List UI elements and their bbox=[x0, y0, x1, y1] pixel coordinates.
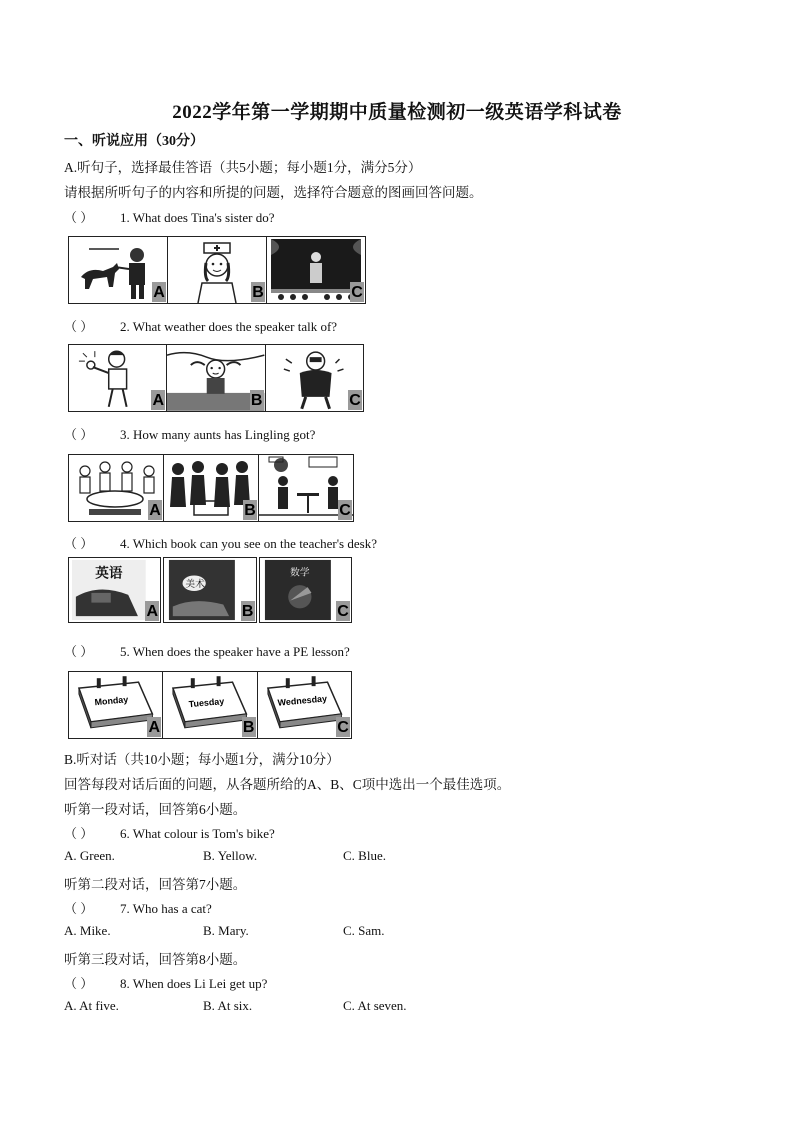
picture-option-b[interactable] bbox=[168, 237, 267, 303]
question-text: 8. When does Li Lei get up? bbox=[120, 976, 268, 991]
question-2 bbox=[64, 316, 337, 335]
dialogue-intro-8: 听第三段对话，回答第8小题。 bbox=[64, 952, 247, 967]
answer-blank[interactable]: （ ） bbox=[64, 319, 94, 334]
option-letter: B bbox=[241, 603, 254, 620]
answer-blank[interactable]: （ ） bbox=[64, 427, 94, 442]
book-title-math: 数学 bbox=[289, 567, 310, 579]
option-b[interactable]: B. Yellow. bbox=[203, 848, 258, 863]
book-title-english: 英语 bbox=[95, 565, 123, 581]
question-text: 7. Who has a cat? bbox=[120, 901, 212, 916]
option-b[interactable]: B. Mary. bbox=[203, 923, 249, 938]
option-letter: A bbox=[146, 603, 159, 620]
picture-option-b[interactable] bbox=[167, 345, 265, 411]
picture-option-b[interactable] bbox=[163, 557, 256, 623]
option-letter: B bbox=[250, 392, 263, 409]
option-letter: C bbox=[349, 392, 361, 409]
option-c[interactable]: C. Sam. bbox=[343, 923, 385, 938]
part-a-heading: A.听句子，选择最佳答语（共5小题；每小题1分，满分5分） bbox=[64, 160, 422, 175]
question-text: 4. Which book can you see on the teacher's desk? bbox=[120, 536, 377, 551]
option-b[interactable]: B. At six. bbox=[203, 998, 253, 1013]
option-letter: C bbox=[337, 719, 349, 736]
picture-strip-4 bbox=[68, 557, 352, 623]
option-letter: C bbox=[337, 603, 349, 620]
option-a[interactable]: A. Green. bbox=[64, 848, 115, 863]
calendar-day-label: Wednesday bbox=[276, 693, 327, 708]
picture-option-a[interactable] bbox=[69, 455, 164, 521]
section-heading: 一、听说应用（30分） bbox=[64, 134, 204, 149]
option-letter: A bbox=[148, 719, 161, 736]
book-title-art: 美术 bbox=[185, 579, 206, 591]
question-3 bbox=[64, 424, 315, 443]
question-text: 5. When does the speaker have a PE lesson? bbox=[120, 644, 350, 659]
picture-option-a[interactable] bbox=[69, 237, 168, 303]
part-b-instruction: 回答每段对话后面的问题，从各题所给的A、B、C项中选出一个最佳选项。 bbox=[64, 777, 511, 792]
option-letter: B bbox=[244, 502, 256, 519]
picture-option-c[interactable] bbox=[258, 672, 351, 738]
dialogue-intro-7: 听第二段对话，回答第7小题。 bbox=[64, 877, 247, 892]
answer-blank[interactable]: （ ） bbox=[64, 901, 94, 916]
picture-option-b[interactable] bbox=[164, 455, 259, 521]
picture-option-c[interactable] bbox=[266, 345, 363, 411]
question-text: 6. What colour is Tom's bike? bbox=[120, 826, 275, 841]
dialogue-intro-6: 听第一段对话，回答第6小题。 bbox=[64, 802, 247, 817]
option-a[interactable]: A. At five. bbox=[64, 998, 119, 1013]
option-letter: C bbox=[351, 284, 363, 301]
question-4 bbox=[64, 533, 377, 552]
picture-strip-5 bbox=[68, 671, 352, 739]
option-letter: A bbox=[153, 284, 165, 301]
answer-blank[interactable]: （ ） bbox=[64, 826, 94, 841]
answer-blank[interactable]: （ ） bbox=[64, 210, 94, 225]
question-text: 3. How many aunts has Lingling got? bbox=[120, 427, 316, 442]
picture-strip-2 bbox=[68, 344, 364, 412]
picture-option-c[interactable] bbox=[267, 237, 365, 303]
picture-strip-3 bbox=[68, 454, 354, 522]
question-8 bbox=[64, 973, 267, 992]
option-c[interactable]: C. Blue. bbox=[343, 848, 386, 863]
option-letter: B bbox=[242, 719, 255, 736]
question-7 bbox=[64, 898, 212, 917]
option-a[interactable]: A. Mike. bbox=[64, 923, 111, 938]
question-text: 2. What weather does the speaker talk of? bbox=[120, 319, 338, 334]
picture-option-a[interactable] bbox=[69, 345, 167, 411]
part-a-instruction: 请根据所听句子的内容和所提的问题，选择符合题意的图画回答问题。 bbox=[64, 185, 483, 200]
option-letter: C bbox=[339, 502, 351, 519]
picture-option-a[interactable] bbox=[69, 672, 163, 738]
picture-strip-1 bbox=[68, 236, 366, 304]
page-title: 2022学年第一学期期中质量检测初一级英语学科试卷 bbox=[172, 102, 622, 123]
picture-option-b[interactable] bbox=[163, 672, 257, 738]
answer-blank[interactable]: （ ） bbox=[64, 976, 94, 991]
answer-blank[interactable]: （ ） bbox=[64, 536, 94, 551]
calendar-day-label: Monday bbox=[94, 694, 129, 708]
question-6 bbox=[64, 823, 275, 842]
option-c[interactable]: C. At seven. bbox=[343, 998, 407, 1013]
picture-option-c[interactable] bbox=[259, 557, 352, 623]
calendar-day-label: Tuesday bbox=[188, 696, 225, 710]
question-1 bbox=[64, 207, 275, 226]
option-letter: A bbox=[149, 502, 161, 519]
picture-option-c[interactable] bbox=[259, 455, 353, 521]
option-letter: A bbox=[152, 392, 165, 409]
option-letter: B bbox=[252, 284, 264, 301]
question-5 bbox=[64, 641, 350, 660]
question-text: 1. What does Tina's sister do? bbox=[120, 210, 275, 225]
picture-option-a[interactable] bbox=[68, 557, 161, 623]
answer-blank[interactable]: （ ） bbox=[64, 644, 94, 659]
part-b-heading: B.听对话（共10小题；每小题1分，满分10分） bbox=[64, 752, 340, 767]
